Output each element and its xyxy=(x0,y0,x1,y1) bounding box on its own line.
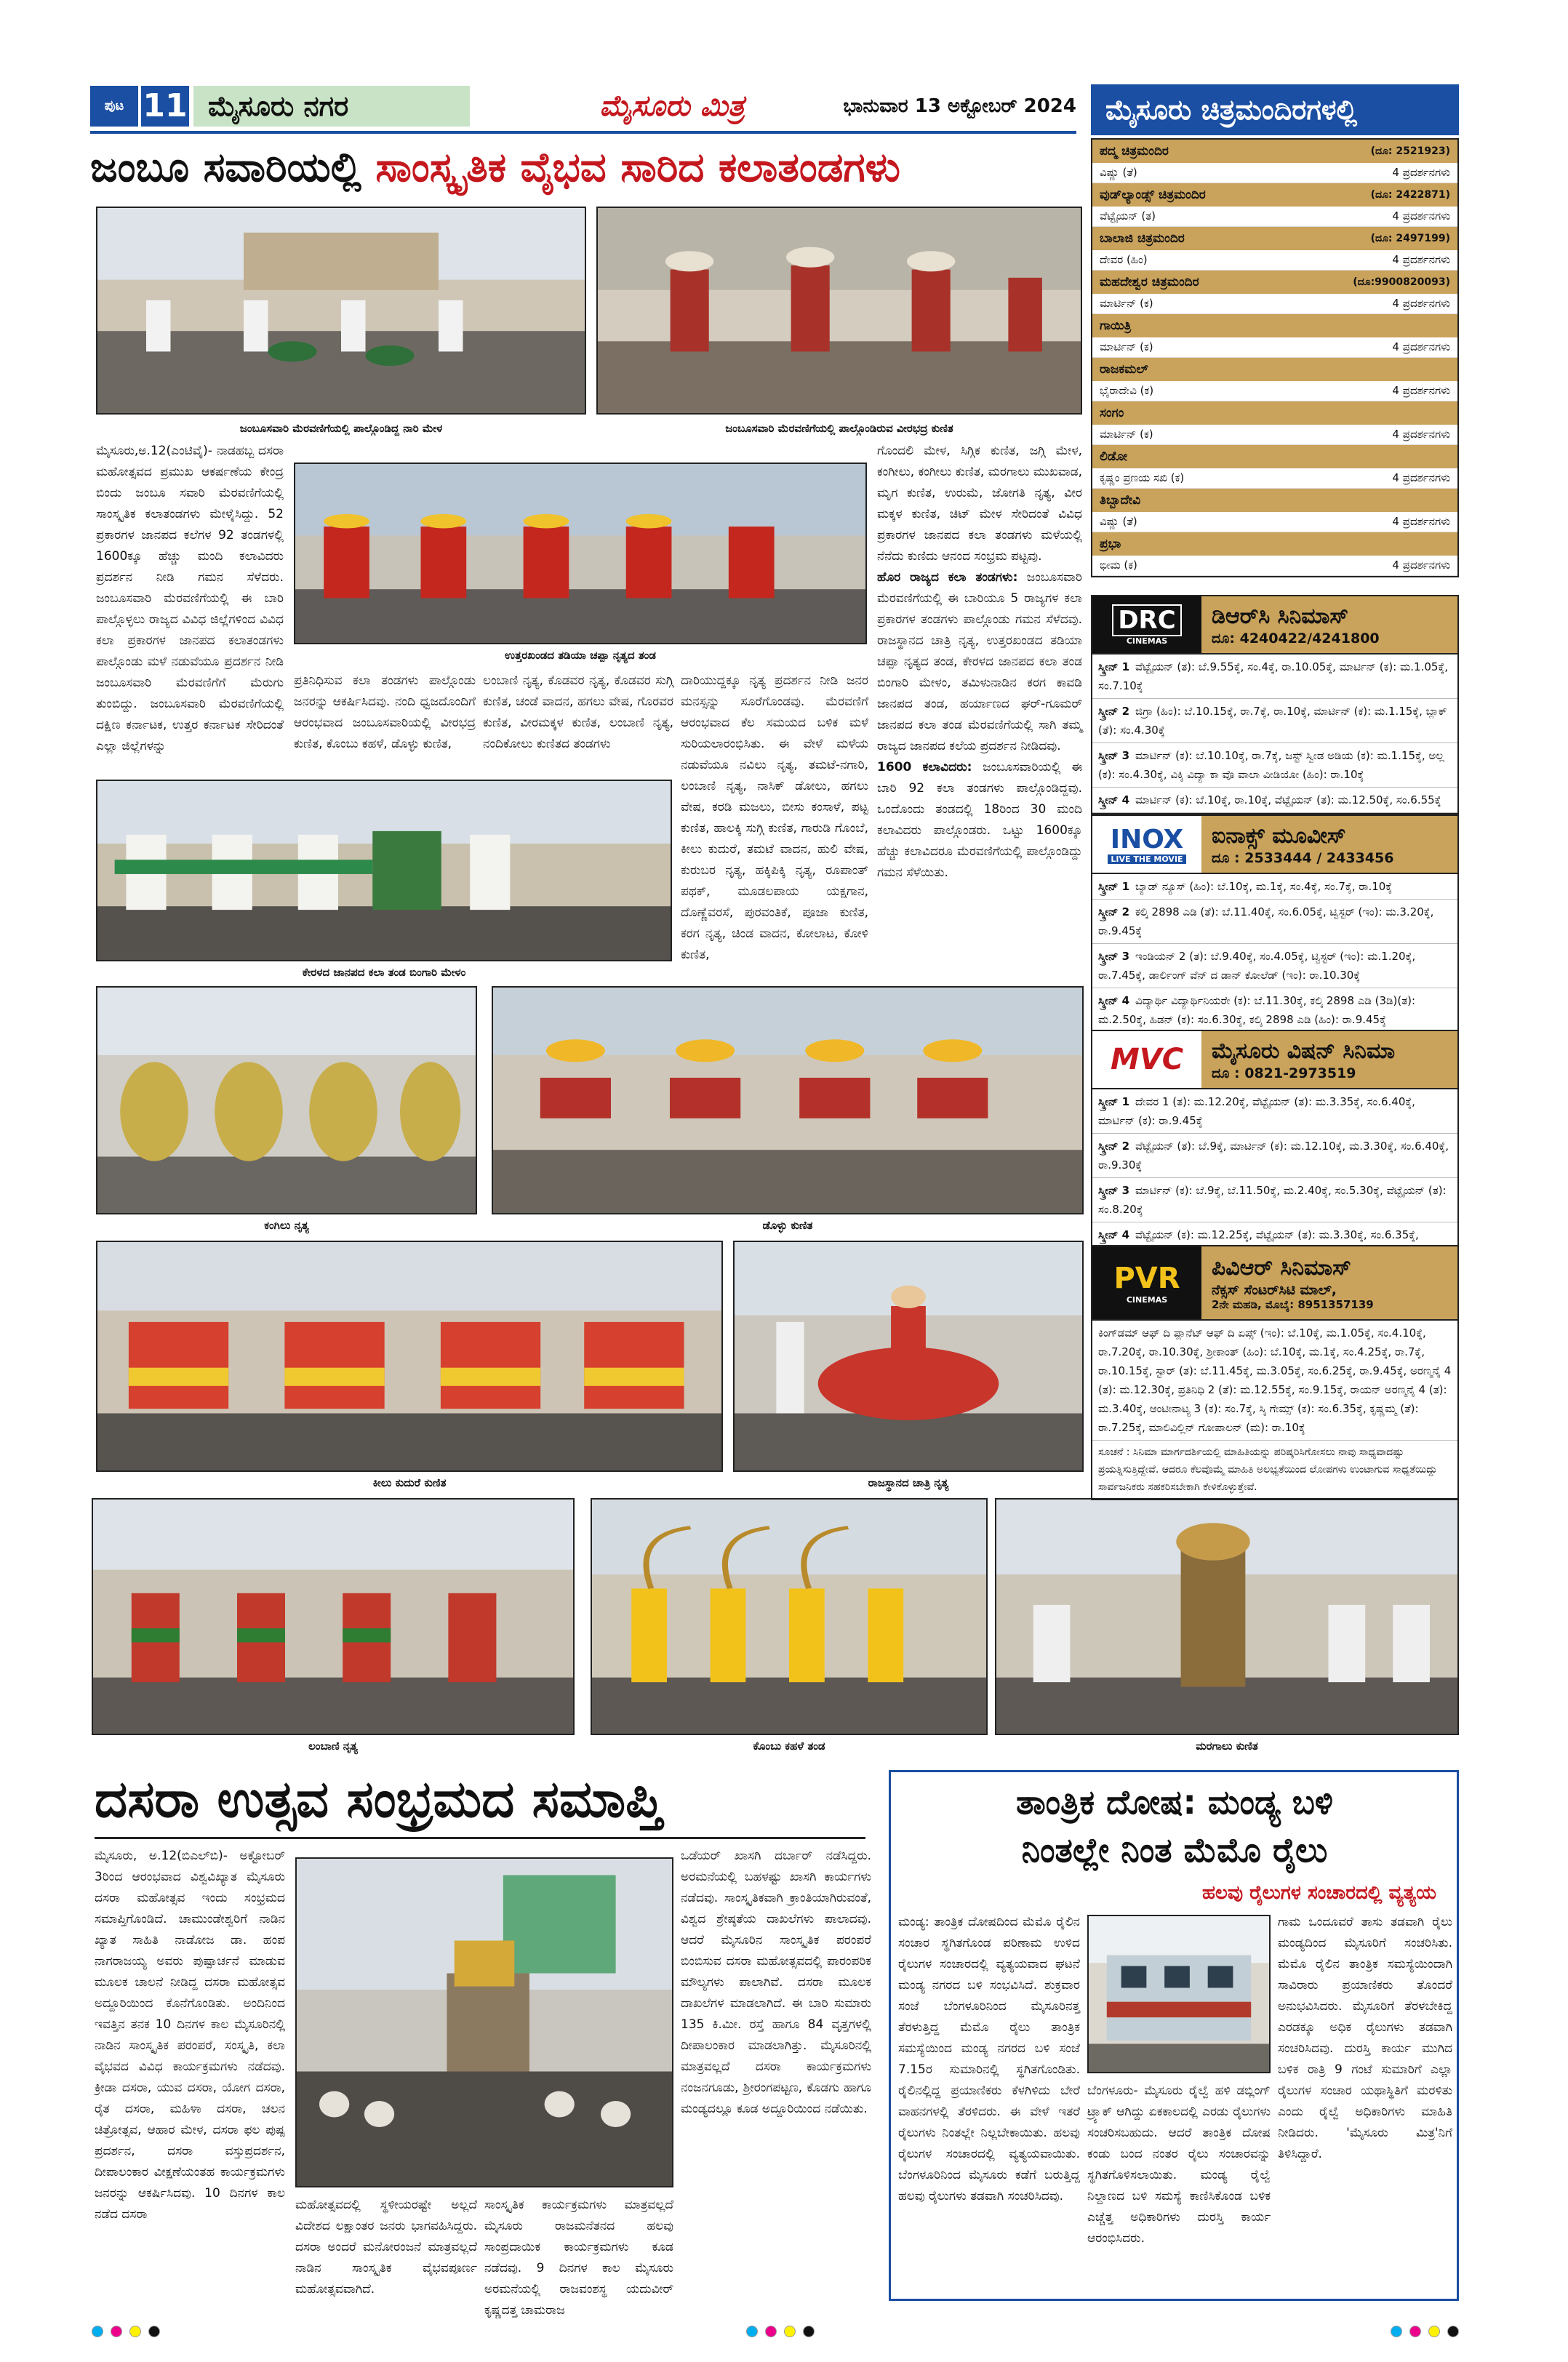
mvc-phone: ದೂ : 0821-2973519 xyxy=(1212,1065,1356,1081)
registration-dot xyxy=(765,2326,777,2337)
screen-listing xyxy=(1092,900,1457,944)
caption-lambani: ಲಂಬಾಣಿ ನೃತ್ಯ xyxy=(308,1740,358,1753)
photo-keelu-kudure xyxy=(96,1241,723,1472)
theater-shows: 4 ಪ್ರದರ್ಶನಗಳು xyxy=(1392,384,1450,397)
main-headline-part2: ಸಾಂಸ್ಕೃತಿಕ ವೈಭವ ಸಾರಿದ ಕಲಾತಂಡಗಳು xyxy=(375,144,900,191)
theater-show-row xyxy=(1092,163,1457,183)
theater-name-row xyxy=(1092,401,1457,425)
drc-logo xyxy=(1092,596,1201,653)
screen-label: ಸ್ಕ್ರೀನ್ 3 xyxy=(1098,950,1130,963)
print-registration-dots-left xyxy=(92,2326,179,2340)
registration-dot xyxy=(784,2326,796,2337)
screen-label: ಸ್ಕ್ರೀನ್ 3 xyxy=(1098,1184,1130,1197)
photo-kombu-kahale xyxy=(591,1498,988,1735)
screen-showtimes: ವಿದ್ಯಾರ್ಥಿ ವಿದ್ಯಾರ್ಥಿನಿಯರೇ (ಕ): ಬೆ.11.30ಕ್ಕೆ, ಕಲ್ಕಿ 2898 ಎಡಿ (3ಡಿ)(ತ): ಮ.2.50ಕ್ಕೆ, ಹಿಡನ್ (ಕ): ಸಂ.6.30ಕ್ಕೆ, ಕಲ್ಕಿ 2898 ಎಡಿ (ಹಿಂ): ರಾ.9.45ಕ್ಕೆ xyxy=(1098,994,1416,1026)
registration-dot xyxy=(746,2326,758,2337)
screen-listing xyxy=(1092,654,1457,699)
main-story-col1-text: ಮೈಸೂರು,ಅ.12(ಎಂಟಿವೈ)- ನಾಡಹಬ್ಬ ದಸರಾ ಮಹೋತ್ಸವದ ಪ್ರಮುಖ ಆಕರ್ಷಣೆಯ ಕೇಂದ್ರ ಬಿಂದು ಜಂಬೂ ಸವಾರಿ ಮೆರವಣಿಗೆಯಲ್ಲಿ ಸಾಂಸ್ಕೃತಿಕ ಕಲಾತಂಡಗಳು ಮೇಳೈಸಿದ್ದು. 52 ಪ್ರಕಾರಗಳ ಜಾನಪದ ಕಲೆಗಳ 92 ತಂಡಗಳಲ್ಲಿ 1600ಕ್ಕೂ ಹೆಚ್ಚು ಮಂದಿ ಕಲಾವಿದರು ಪ್ರದರ್ಶನ ನೀಡಿ ಗಮನ ಸೆಳೆದರು. ಜಂಬೂಸವಾರಿ ಮೆರವಣಿಗೆಯಲ್ಲಿ ಈ ಬಾರಿ ಪಾಲ್ಗೊಳ್ಳಲು ರಾಜ್ಯದ ವಿವಿಧ ಜಿಲ್ಲೆಗಳಿಂದ ವಿವಿಧ ಕಲಾ ಪ್ರಕಾರಗಳ ಜಾನಪದ ಕಲಾತಂಡಗಳು ಪಾಲ್ಗೊಂಡು ಮಳೆ ನಡುವೆಯೂ ಪ್ರದರ್ಶನ ನೀಡಿ ಜಂಬೂಸವಾರಿ ಮೆರವಣಿಗೆಗೆ ಮೆರುಗು ತುಂಬಿದ್ದು. ಜಂಬೂಸವಾರಿ ಮೆರವಣಿಗೆಯಲ್ಲಿ ದಕ್ಷಿಣ ಕರ್ನಾಟಕ, ಉತ್ತರ ಕರ್ನಾಟಕ ಸೇರಿದಂತೆ ಎಲ್ಲಾ ಜಿಲ್ಲೆಗಳನ್ನು xyxy=(96,444,284,753)
screen-showtimes: ವೆಟ್ಟೈಯನ್ (ತ): ಬೆ.9.55ಕ್ಕೆ, ಸಂ.4ಕ್ಕೆ, ರಾ.10.05ಕ್ಕೆ, ಮಾರ್ಟಿನ್ (ಕ): ಮ.1.05ಕ್ಕೆ, ಸಂ.7.10ಕ್ಕೆ xyxy=(1098,660,1448,692)
theater-movie: ಮಾರ್ಟಿನ್ (ಕ) xyxy=(1100,428,1153,441)
screen-label: ಸ್ಕ್ರೀನ್ 1 xyxy=(1098,880,1130,893)
theater-name-row xyxy=(1092,314,1457,337)
paper-logo: ಮೈಸೂರು ಮಿತ್ರ xyxy=(599,89,745,123)
dasara-col4 xyxy=(681,1846,871,2297)
masthead-rule xyxy=(90,131,1076,134)
screen-showtimes: ಇಂಡಿಯನ್ 2 (ತ): ಬೆ.9.40ಕ್ಕೆ, ಸಂ.4.05ಕ್ಕೆ, ಟ್ವಿಸ್ಟರ್ (ಇಂ): ಮ.1.20ಕ್ಕೆ, ರಾ.7.45ಕ್ಕೆ, ಡಾರ್ಲಿಂಗ್ ವೆನ್ ದ ಡಾನ್ ಕೋಲೆಡ್ (ಇಂ): ರಾ.10.30ಕ್ಕೆ xyxy=(1098,950,1416,982)
print-registration-dots-right xyxy=(1391,2326,1478,2340)
theater-phone: (ದೂ: 2497199) xyxy=(1370,233,1450,244)
mvc-logo xyxy=(1092,1031,1201,1088)
rail-col2 xyxy=(1087,2081,1271,2297)
theater-show-row xyxy=(1092,250,1457,271)
dasara-col1 xyxy=(95,1846,285,2297)
registration-dot xyxy=(111,2326,122,2337)
screen-listing xyxy=(1092,944,1457,988)
main-story-col1 xyxy=(96,441,284,753)
theater-show-row xyxy=(1092,425,1457,445)
dasara-headline: ದಸರಾ ಉತ್ಸವ ಸಂಭ್ರಮದ ಸಮಾಪ್ತಿ xyxy=(95,1769,663,1829)
screen-label: ಸ್ಕ್ರೀನ್ 4 xyxy=(1098,1228,1130,1241)
rail-subhead: ಹಲವು ರೈಲುಗಳ ಸಂಚಾರದಲ್ಲಿ ವ್ಯತ್ಯಯ xyxy=(1202,1882,1436,1904)
masthead xyxy=(90,84,1076,128)
theater-show-row xyxy=(1092,512,1457,532)
theaters-header: ಮೈಸೂರು ಚಿತ್ರಮಂದಿರಗಳಲ್ಲಿ xyxy=(1091,84,1459,135)
inox-logo-sub: LIVE THE MOVIE xyxy=(1108,854,1185,864)
theater-show-row xyxy=(1092,337,1457,358)
page-label: ಪುಟ xyxy=(90,86,138,127)
registration-dot xyxy=(1409,2326,1421,2337)
screen-label: ಸ್ಕ್ರೀನ್ 2 xyxy=(1098,905,1130,918)
theater-name-row xyxy=(1092,271,1457,294)
registration-dot xyxy=(129,2326,141,2337)
rail-headline-line2: ನಿಂತಲ್ಲೇ ನಿಂತ ಮೆಮೊ ರೈಲು xyxy=(1021,1830,1328,1870)
pvr-phone: 2ನೇ ಮಹಡಿ, ಮೊಬೈ: 8951357139 xyxy=(1212,1298,1374,1311)
theater-name: ಬಾಲಾಜಿ ಚಿತ್ರಮಂದಿರ xyxy=(1100,231,1185,246)
pvr-cinemas xyxy=(1091,1245,1459,1500)
theater-movie: ಮಾರ್ಟಿನ್ (ಕ) xyxy=(1100,340,1153,353)
subhead-other-states: ಹೊರ ರಾಜ್ಯದ ಕಲಾ ತಂಡಗಳು: xyxy=(877,570,1018,585)
rail-col3-text: ಗಾಮ ಒಂದೂವರೆ ತಾಸು ತಡವಾಗಿ ರೈಲು ಮಂಡ್ಯದಿಂದ ಮೈಸೂರಿಗೆ ಸಂಚರಿಸಿತು. ಮೆಮೊ ರೈಲಿನ ತಾಂತ್ರಿಕ ಸಮಸ್ಯೆಯಿಂದಾಗಿ ಸಾವಿರಾರು ಪ್ರಯಾಣಿಕರು ತೊಂದರೆ ಅನುಭವಿಸಿದರು. ಮೈಸೂರಿಗೆ ತೆರಳಬೇಕಿದ್ದ ಎರಡಕ್ಕೂ ಅಧಿಕ ರೈಲುಗಳು ತಡವಾಗಿ ಸಂಚರಿಸಿದವು. ದುರಸ್ತಿ ಕಾರ್ಯ ಮುಗಿದ ಬಳಿಕ ರಾತ್ರಿ 9 ಗಂಟೆ ಸುಮಾರಿಗೆ ಎಲ್ಲಾ ರೈಲುಗಳ ಸಂಚಾರ ಯಥಾಸ್ಥಿತಿಗೆ ಮರಳಿತು ಎಂದು ರೈಲ್ವೆ ಅಧಿಕಾರಿಗಳು ಮಾಹಿತಿ ನೀಡಿದರು. 'ಮೈಸೂರು ಮಿತ್ರ'ನಿಗೆ ತಿಳಿಸಿದ್ದಾರೆ. xyxy=(1278,1915,1452,2161)
theater-movie: ವೆಟ್ಟೈಯನ್ (ತ) xyxy=(1100,209,1156,223)
theater-movie: ದೇವರ (ಹಿಂ) xyxy=(1100,253,1148,266)
theater-show-row xyxy=(1092,556,1457,576)
theater-list xyxy=(1091,138,1459,577)
theater-phone: (ದೂ: 2521923) xyxy=(1370,145,1450,157)
screen-listing xyxy=(1092,788,1457,813)
theater-name: ಗಾಯಿತ್ರಿ xyxy=(1100,319,1132,333)
theater-name-row xyxy=(1092,227,1457,250)
theater-name: ಪ್ರಭಾ xyxy=(1100,537,1121,551)
theater-movie: ಭೈರಾದೇವಿ (ಕ) xyxy=(1100,384,1154,397)
main-headline xyxy=(90,137,1076,199)
registration-dot xyxy=(1428,2326,1440,2337)
theater-name: ಮಹದೇಶ್ವರ ಚಿತ್ರಮಂದಿರ xyxy=(1100,275,1199,289)
drc-title: ಡಿಆರ್‌ಸಿ ಸಿನಿಮಾಸ್ xyxy=(1212,604,1349,629)
theater-shows: 4 ಪ್ರದರ್ಶನಗಳು xyxy=(1392,515,1450,528)
photo-dollu-kunitha xyxy=(492,986,1084,1214)
drc-logo-sub: CINEMAS xyxy=(1126,636,1168,646)
registration-dot xyxy=(1391,2326,1402,2337)
theater-name-row xyxy=(1092,358,1457,381)
main-story-col5 xyxy=(877,441,1082,979)
main-story-col2 xyxy=(294,670,476,772)
theater-movie: ಭೀಮ (ಕ) xyxy=(1100,559,1137,572)
photo-lambani xyxy=(92,1498,575,1735)
dasara-col3-text: ಸಾಂಸ್ಕೃತಿಕ ಕಾರ್ಯಕ್ರಮಗಳು ಮಾತ್ರವಲ್ಲದೆ ಮೈಸೂರು ರಾಜಮನೆತನದ ಹಲವು ಸಾಂಪ್ರದಾಯಿಕ ಕಾರ್ಯಕ್ರಮಗಳು ಕೂಡ ನಡೆದವು. 9 ದಿನಗಳ ಕಾಲ ಮೈಸೂರು ಅರಮನೆಯಲ್ಲಿ ರಾಜವಂಶಸ್ಥ ಯದುವೀರ್ ಕೃಷ್ಣದತ್ತ ಚಾಮರಾಜ xyxy=(484,2198,673,2318)
caption-kombu-kahale: ಕೊಂಬು ಕಹಳೆ ತಂಡ xyxy=(753,1740,825,1753)
caption-tadiya-chappa: ಉತ್ತರಖಂಡದ ತಡಿಯಾ ಚಪ್ಪಾ ನೃತ್ಯದ ತಂಡ xyxy=(505,649,656,662)
theater-name-row xyxy=(1092,489,1457,512)
photo-tadiya-chappa xyxy=(294,463,867,644)
screen-label: ಸ್ಕ್ರೀನ್ 3 xyxy=(1098,749,1130,762)
caption-bingari-melam: ಕೇರಳದ ಜಾನಪದ ಕಲಾ ತಂಡ ಬಿಂಗಾರಿ ಮೇಳಂ xyxy=(302,966,466,979)
theater-movie: ವಿಷ್ಣು (ತೆ) xyxy=(1100,166,1137,179)
drc-cinemas xyxy=(1091,595,1459,814)
screen-showtimes: ಬ್ಯಾಡ್ ನ್ಯೂಸ್ (ಹಿಂ): ಬೆ.10ಕ್ಕೆ, ಮ.1ಕ್ಕೆ, ಸಂ.4ಕ್ಕೆ, ಸಂ.7ಕ್ಕೆ, ರಾ.10ಕ್ಕೆ xyxy=(1135,880,1393,893)
pvr-schedule: ಕಿಂಗ್‌ಡಮ್ ಆಫ್ ದಿ ಪ್ಲಾನೆಟ್ ಆಫ್ ದಿ ಏಪ್ಸ್ (ಇಂ): ಬೆ.10ಕ್ಕೆ, ಮ.1.05ಕ್ಕೆ, ಸಂ.4.10ಕ್ಕೆ, ರಾ.7.20ಕ್ಕೆ, ರಾ.10.30ಕ್ಕೆ, ಶ್ರೀಕಾಂತ್ (ಹಿಂ): ಬೆ.10ಕ್ಕೆ, ಮ.1ಕ್ಕೆ, ಸಂ.4.25ಕ್ಕೆ, ರಾ.7ಕ್ಕೆ, ರಾ.10.15ಕ್ಕೆ, ಸ್ಟಾರ್ (ತ): ಬೆ.11.45ಕ್ಕೆ, ಮ.3.05ಕ್ಕೆ, ಸಂ.6.25ಕ್ಕೆ, ರಾ.9.45ಕ್ಕೆ, ಅರಣ್ಮನೈ 4 (ತ): ಮ.12.30ಕ್ಕೆ, ಪ್ರತಿನಿಧಿ 2 (ತೆ): ಮ.12.55ಕ್ಕೆ, ಸಂ.9.15ಕ್ಕೆ, ರಾಯನ್ ಅರಣ್ಮನೈ 4 (ತ): ಮ.3.40ಕ್ಕೆ, ಆಂಟೀನಾಟ್ಯ 3 (ಕ): ಸಂ.7ಕ್ಕೆ, ಸ್ಕಿ ಗೇಮ್ಸ್ (ಕ): ಸಂ.6.35ಕ್ಕೆ, ಕೃಷ್ಣಮ್ಮ (ತೆ): ರಾ.7.25ಕ್ಕೆ, ಮಾಲಿವಿಲ್ಲಿನ್ ಗೋಪಾಲನ್ (ಮ): ರಾ.10ಕ್ಕೆ xyxy=(1092,1321,1457,1441)
dasara-col3 xyxy=(484,2195,673,2318)
theater-show-row xyxy=(1092,381,1457,401)
photo-bingari-melam xyxy=(96,780,672,961)
theater-name: ರಾಜಕಮಲ್ xyxy=(1100,362,1148,377)
screen-showtimes: ಮಾರ್ಟಿನ್ (ಕ): ಬೆ.9ಕ್ಕೆ, ಬೆ.11.50ಕ್ಕೆ, ಮ.2.40ಕ್ಕೆ, ಸಂ.5.30ಕ್ಕೆ, ವೆಟ್ಟೈಯನ್ (ತ): ಸಂ.8.20ಕ್ಕೆ xyxy=(1098,1184,1447,1216)
rail-story-box xyxy=(889,1770,1459,2301)
main-story-col5c-text: ಜಂಬೂಸವಾರಿಯಲ್ಲಿ ಈ ಬಾರಿ 92 ಕಲಾ ತಂಡಗಳು ಪಾಲ್ಗೊಂಡಿದ್ದವು. ಒಂದೊಂದು ತಂಡದಲ್ಲಿ 18ರಿಂದ 30 ಮಂದಿ ಕಲಾವಿದರು ಪಾಲ್ಗೊಂಡರು. ಒಟ್ಟು 1600ಕ್ಕೂ ಹೆಚ್ಚು ಕಲಾವಿದರೂ ಮೆರವಣಿಗೆಯಲ್ಲಿ ಪಾಲ್ಗೊಂಡಿದ್ದು ಗಮನ ಸೆಳೆಯಿತು. xyxy=(877,760,1083,880)
inox-logo xyxy=(1092,816,1201,873)
theater-name: ವುಡ್‌ಲ್ಯಾಂಡ್ಸ್ ಚಿತ್ರಮಂದಿರ xyxy=(1100,188,1206,202)
screen-label: ಸ್ಕ್ರೀನ್ 2 xyxy=(1098,1140,1130,1153)
main-story-col2-text: ಪ್ರತಿನಿಧಿಸುವ ಕಲಾ ತಂಡಗಳು ಪಾಲ್ಗೊಂಡು ಜನರನ್ನು ಆಕರ್ಷಿಸಿದವು. ನಂದಿ ಧ್ವಜದೊಂದಿಗೆ ಆರಂಭವಾದ ಜಂಬೂಸವಾರಿಯಲ್ಲಿ ವೀರಭದ್ರ ಕುಣಿತ, ಕೊಂಬು ಕಹಳೆ, ಡೊಳ್ಳು ಕುಣಿತ, xyxy=(294,673,476,751)
pvr-logo-sub: CINEMAS xyxy=(1126,1294,1168,1305)
screen-showtimes: ಮಾರ್ಟಿನ್ (ಕ): ಬೆ.10ಕ್ಕೆ, ರಾ.10ಕ್ಕೆ, ವೆಟ್ಟೈಯನ್ (ತ): ಮ.12.50ಕ್ಕೆ, ಸಂ.6.55ಕ್ಕೆ xyxy=(1135,793,1441,806)
section-title: ಮೈಸೂರು ನಗರ xyxy=(193,86,470,127)
theater-shows: 4 ಪ್ರದರ್ಶನಗಳು xyxy=(1392,559,1450,572)
theater-show-row xyxy=(1092,207,1457,227)
screen-listing xyxy=(1092,874,1457,900)
theater-shows: 4 ಪ್ರದರ್ಶನಗಳು xyxy=(1392,428,1450,441)
photo-jamboo-savari xyxy=(295,1857,673,2187)
theater-name-row xyxy=(1092,532,1457,556)
theater-name-row xyxy=(1092,445,1457,468)
inox-phone: ದೂ : 2533444 / 2433456 xyxy=(1212,850,1394,866)
page-number: 11 xyxy=(141,86,189,127)
theater-shows: 4 ಪ್ರದರ್ಶನಗಳು xyxy=(1392,340,1450,353)
screen-listing xyxy=(1092,1089,1457,1134)
registration-dot xyxy=(148,2326,160,2337)
main-story-col5b-text: ಜಂಬೂಸವಾರಿ ಮೆರವಣಿಗೆಯಲ್ಲಿ ಈ ಬಾರಿಯೂ 5 ರಾಜ್ಯಗಳ ಕಲಾ ಪ್ರಕಾರಗಳ ತಂಡಗಳು ಪಾಲ್ಗೊಂಡು ಗಮನ ಸೆಳೆದವು. ರಾಜಸ್ಥಾನದ ಚಾತ್ರಿ ನೃತ್ಯ, ಉತ್ತರಖಂಡದ ತಡಿಯಾ ಚಪ್ಪಾ ನೃತ್ಯದ ತಂಡ, ಕೇರಳದ ಜಾನಪದ ಕಲಾ ತಂಡ ಬಿಂಗಾರಿ ಮೇಳಂ, ತಮಿಳುನಾಡಿನ ಕರಗ ಕಾವಡಿ ಜಾನಪದ ತಂಡ, ಹರ್ಯಾಣದ ಘರ್-ಗೂಮರ್ ಜಾನಪದ ಕಲಾ ತಂಡ ಮೆರವಣಿಗೆಯಲ್ಲಿ ಸಾಗಿ ತಮ್ಮ ರಾಜ್ಯದ ಜಾನಪದ ಕಲೆಯ ಪ್ರದರ್ಶನ ನೀಡಿದವು. xyxy=(877,570,1082,753)
theater-shows: 4 ಪ್ರದರ್ಶನಗಳು xyxy=(1392,253,1450,266)
screen-label: ಸ್ಕ್ರೀನ್ 1 xyxy=(1098,660,1130,673)
caption-veerabhadra: ಜಂಬೂಸವಾರಿ ಮೆರವಣಿಗೆಯಲ್ಲಿ ಪಾಲ್ಗೊಂಡಿರುವ ವೀರಭದ್ರ ಕುಣಿತ xyxy=(725,422,953,435)
subhead-1600-artists: 1600 ಕಲಾವಿದರು: xyxy=(877,760,972,774)
theater-show-row xyxy=(1092,468,1457,489)
dasara-rule xyxy=(95,1837,865,1839)
screen-showtimes: ವೆಟ್ಟೈಯನ್ (ತ): ಬೆ.9ಕ್ಕೆ, ಮಾರ್ಟಿನ್ (ಕ): ಮ.12.10ಕ್ಕೆ, ಮ.3.30ಕ್ಕೆ, ಸಂ.6.40ಕ್ಕೆ, ರಾ.9.30ಕ್ಕೆ xyxy=(1098,1140,1449,1172)
theater-phone: (ದೂ:9900820093) xyxy=(1353,276,1450,288)
theater-show-row xyxy=(1092,294,1457,314)
inox-logo-text: INOX xyxy=(1110,825,1184,854)
photo-memu-train xyxy=(1087,1915,1271,2073)
theater-name-row xyxy=(1092,183,1457,207)
theater-name: ತಿಬ್ಬಾದೇವಿ xyxy=(1100,493,1141,508)
caption-nari-mela: ಜಂಬೂಸವಾರಿ ಮೆರವಣಿಗೆಯಲ್ಲಿ ಪಾಲ್ಗೊಂಡಿದ್ದ ನಾರಿ ಮೇಳ xyxy=(239,422,443,435)
registration-dot xyxy=(1447,2326,1459,2337)
theater-movie: ಕೃಷ್ಣಂ ಪ್ರಣಯ ಸಖಿ (ಕ) xyxy=(1100,471,1185,484)
screen-label: ಸ್ಕ್ರೀನ್ 1 xyxy=(1098,1095,1130,1108)
theater-name: ಸಂಗಂ xyxy=(1100,406,1124,420)
screen-showtimes: ಮಾರ್ಟಿನ್ (ಕ): ಬೆ.10.10ಕ್ಕೆ, ರಾ.7ಕ್ಕೆ, ಜಸ್ಟ್ ಸ್ವೀಡ ಅಡಿಯ (ಕ): ಮ.1.15ಕ್ಕೆ, ಅಲ್ಲ (ಕ): ಸಂ.4.30ಕ್ಕೆ, ವಿಕ್ಕಿ ವಿದ್ಯಾ ಕಾ ವೊ ವಾಲಾ ವೀಡಿಯೋ (ಹಿಂ): ರಾ.10ಕ್ಕೆ xyxy=(1098,749,1444,781)
screen-showtimes: ಕಲ್ಕಿ 2898 ಎಡಿ (ತೆ): ಬೆ.11.40ಕ್ಕೆ, ಸಂ.6.05ಕ್ಕೆ, ಟ್ವಿಸ್ಟರ್ (ಇಂ): ಮ.3.20ಕ್ಕೆ, ರಾ.9.45ಕ್ಕೆ xyxy=(1098,905,1434,937)
drc-phone: ದೂ: 4240422/4241800 xyxy=(1212,630,1380,646)
screen-showtimes: ವೆಟ್ಟೈಯನ್ (ಕ): ಮ.12.25ಕ್ಕೆ, ವೆಟ್ಟೈಯನ್ (ತ): ಮ.3.30ಕ್ಕೆ, ಸಂ.6.35ಕ್ಕೆ, xyxy=(1135,1228,1419,1241)
main-story-col3-text: ಲಂಬಾಣಿ ನೃತ್ಯ, ಕೊಡವರ ನೃತ್ಯ, ಕೊಡವರ ಸುಗ್ಗಿ ಕುಣಿತ, ಚಂಡೆ ವಾದನ, ಹಗಲು ವೇಷ, ಗೊರವರ ಕುಣಿತ, ವೀರಮಕ್ಕಳ ಕುಣಿತ, ಲಂಬಾಣಿ ನೃತ್ಯ, ನಂದಿಕೋಲು ಕುಣಿತದ ತಂಡಗಳು xyxy=(483,673,673,751)
theater-name: ಪದ್ಮ ಚಿತ್ರಮಂದಿರ xyxy=(1100,144,1169,159)
theater-shows: 4 ಪ್ರದರ್ಶನಗಳು xyxy=(1392,166,1450,179)
caption-dollu-kunitha: ಡೊಳ್ಳು ಕುಣಿತ xyxy=(762,1219,813,1232)
photo-maragalu xyxy=(995,1498,1459,1735)
caption-keelu-kudure: ಕೀಲು ಕುದುರೆ ಕುಣಿತ xyxy=(372,1476,447,1489)
theater-name-row xyxy=(1092,140,1457,163)
pvr-logo xyxy=(1092,1246,1201,1319)
print-registration-dots-center xyxy=(746,2326,833,2340)
screen-showtimes: ದೇವರ 1 (ತ): ಮ.12.20ಕ್ಕೆ, ವೆಟ್ಟೈಯನ್ (ತ): ಮ.3.35ಕ್ಕೆ, ಸಂ.6.40ಕ್ಕೆ, ಮಾರ್ಟಿನ್ (ಕ): ರಾ.9.45ಕ್ಕೆ xyxy=(1098,1095,1415,1127)
screen-listing xyxy=(1092,743,1457,788)
main-story-col3 xyxy=(483,670,673,772)
screen-label: ಸ್ಕ್ರೀನ್ 2 xyxy=(1098,705,1130,718)
screen-showtimes: ಜಿಗ್ರಾ (ಹಿಂ): ಬೆ.10.15ಕ್ಕೆ, ರಾ.7ಕ್ಕೆ, ರಾ.10ಕ್ಕೆ, ಮಾರ್ಟಿನ್ (ಕ): ಮ.1.15ಕ್ಕೆ, ಬ್ಲಾಕ್ (ತೆ): ಸಂ.4.30ಕ್ಕೆ xyxy=(1098,705,1447,737)
screen-listing xyxy=(1092,988,1457,1033)
main-headline-part1: ಜಂಬೂ ಸವಾರಿಯಲ್ಲಿ xyxy=(90,144,376,191)
main-story-col4-text: ದಾರಿಯುದ್ದಕ್ಕೂ ನೃತ್ಯ ಪ್ರದರ್ಶನ ನೀಡಿ ಜನರ ಮನಸ್ಸನ್ನು ಸೂರೆಗೊಂಡವು. ಮೆರವಣಿಗೆ ಆರಂಭವಾದ ಕೆಲ ಸಮಯದ ಬಳಿಕ ಮಳೆ ಸುರಿಯಲಾರಂಭಿಸಿತು. ಈ ವೇಳೆ ಮಳೆಯ ನಡುವೆಯೂ ನವಿಲು ನೃತ್ಯ, ತಮಟೆ-ನಗಾರಿ, ಲಂಬಾಣಿ ನೃತ್ಯ, ನಾಸಿಕ್ ಡೋಲು, ಹಗಲು ವೇಷ, ಕರಡಿ ಮಜಲು, ಬೀಸು ಕಂಸಾಳೆ, ಪಟ್ಟ ಕುಣಿತ, ಹಾಲಕ್ಕಿ ಸುಗ್ಗಿ ಕುಣಿತ, ಗಾರುಡಿ ಗೊಂಬೆ, ಕೀಲು ಕುದುರೆ, ತಮಟೆ ವಾದನ, ಹುಲಿ ವೇಷ, ಕುರುಬರ ನೃತ್ಯ, ಹಕ್ಕಿಪಿಕ್ಕಿ ನೃತ್ಯ, ರೂಪಾಂತ್ ಪಥಕ್, ಮೂಡಲಪಾಯ ಯಕ್ಷಗಾನ, ದೊಣ್ಣೆವರಸೆ, ಪುರವಂತಿಕೆ, ಪೂಜಾ ಕುಣಿತ, ಕರಗ ನೃತ್ಯ, ಚಿಂಡ ವಾದನ, ಕೋಲಾಟ, ಕೋಳಿ ಕುಣಿತ, xyxy=(681,673,868,962)
registration-dot xyxy=(92,2326,103,2337)
pvr-title: ಪಿವಿಆರ್ ಸಿನಿಮಾಸ್ xyxy=(1212,1255,1351,1281)
pvr-note: ಸೂಚನೆ : ಸಿನಿಮಾ ಮಾರ್ಗದರ್ಶಿಯಲ್ಲಿ ಮಾಹಿತಿಯನ್ನು ಪರಿಷ್ಕರಿಸಿಗೋಸಲು ನಾವು ಸಾಧ್ಯವಾದಷ್ಟು ಪ್ರಯತ್ನಿಸುತ್ತಿದ್ದೇವೆ. ಆದರೂ ಕೆಲವೊಮ್ಮೆ ಮಾಹಿತಿ ಅಲಭ್ಯತೆಯಿಂದ ಲೋಪಗಳು ಉಂಟಾಗುವ ಸಾಧ್ಯತೆಯಿದ್ದು ಸಾರ್ವಜನಿಕರು ಸಹಕರಿಸಬೇಕಾಗಿ ಕೇಳಿಕೊಳ್ಳುತ್ತೇವೆ. xyxy=(1098,1446,1437,1493)
caption-chatri-nritya: ರಾಜಸ್ಥಾನದ ಚಾತ್ರಿ ನೃತ್ಯ xyxy=(868,1476,949,1489)
mvc-title: ಮೈಸೂರು ವಿಷನ್ ಸಿನಿಮಾ xyxy=(1212,1038,1396,1064)
screen-listing xyxy=(1092,699,1457,743)
theater-shows: 4 ಪ್ರದರ್ಶನಗಳು xyxy=(1392,297,1450,310)
rail-col3 xyxy=(1278,1912,1452,2297)
rail-col2-text: ಬೆಂಗಳೂರು- ಮೈಸೂರು ರೈಲ್ವೆ ಹಳಿ ಡಬ್ಲಿಂಗ್ ಟ್ರ್ಯಾಕ್ ಆಗಿದ್ದು ಏಕಕಾಲದಲ್ಲಿ ಎರಡು ರೈಲುಗಳು ಸಂಚರಿಸಬಹುದು. ಆದರೆ ತಾಂತ್ರಿಕ ದೋಷ ಕಂಡು ಬಂದ ನಂತರ ರೈಲು ಸಂಚಾರವನ್ನು ಸ್ಥಗಿತಗೊಳಿಸಲಾಯಿತು. ಮಂಡ್ಯ ರೈಲ್ವೆ ನಿಲ್ದಾಣದ ಬಳಿ ಸಮಸ್ಯೆ ಕಾಣಿಸಿಕೊಂಡ ಬಳಿಕ ಎಚ್ಚೆತ್ತ ಅಧಿಕಾರಿಗಳು ದುರಸ್ತಿ ಕಾರ್ಯ ಆರಂಭಿಸಿದರು. xyxy=(1087,2083,1271,2246)
theater-movie: ಮಾರ್ಟಿನ್ (ಕ) xyxy=(1100,297,1153,310)
rail-headline-line1: ತಾಂತ್ರಿಕ ದೋಷ: ಮಂಡ್ಯ ಬಳಿ xyxy=(1016,1782,1333,1822)
dasara-col1-text: ಮೈಸೂರು, ಅ.12(ಬಿಎಲ್‌ಬಿ)- ಅಕ್ಟೋಬರ್ 3ರಿಂದ ಆರಂಭವಾದ ವಿಶ್ವವಿಖ್ಯಾತ ಮೈಸೂರು ದಸರಾ ಮಹೋತ್ಸವ ಇಂದು ಸಂಭ್ರಮದ ಸಮಾಪ್ತಿಗೊಂಡಿದೆ. ಚಾಮುಂಡೇಶ್ವರಿಗೆ ನಾಡಿನ ಖ್ಯಾತ ಸಾಹಿತಿ ನಾಡೋಜ ಡಾ. ಹಂಪ ನಾಗರಾಜಯ್ಯ ಅವರು ಪುಷ್ಪಾರ್ಚನೆ ಮಾಡುವ ಮೂಲಕ ಚಾಲನೆ ನೀಡಿದ್ದ ದಸರಾ ಮಹೋತ್ಸವ ಅದ್ದೂರಿಯಿಂದ ಕೊನೆಗೊಂಡಿತು. ಅಂದಿನಿಂದ ಇವತ್ತಿನ ತನಕ 10 ದಿನಗಳ ಕಾಲ ಮೈಸೂರಿನಲ್ಲಿ ನಾಡಿನ ಸಾಂಸ್ಕೃತಿಕ ಪರಂಪರೆ, ಸಂಸ್ಕೃತಿ, ಕಲಾ ವೈಭವದ ವಿವಿಧ ಕಾರ್ಯಕ್ರಮಗಳು ನಡೆದವು. ಕ್ರೀಡಾ ದಸರಾ, ಯುವ ದಸರಾ, ಯೋಗ ದಸರಾ, ರೈತ ದಸರಾ, ಮಹಿಳಾ ದಸರಾ, ಚಲನ ಚಿತ್ರೋತ್ಸವ, ಆಹಾರ ಮೇಳ, ದಸರಾ ಫಲ ಪುಷ್ಪ ಪ್ರದರ್ಶನ, ದಸರಾ ವಸ್ತುಪ್ರದರ್ಶನ, ದೀಪಾಲಂಕಾರ ವೀಕ್ಷಣೆಯಂತಹ ಕಾರ್ಯಕ್ರಮಗಳು ಜನರನ್ನು ಆಕರ್ಷಿಸಿದವು. 10 ದಿನಗಳ ಕಾಲ ನಡೆದ ದಸರಾ xyxy=(95,1849,285,2222)
pvr-logo-text: PVR xyxy=(1113,1261,1180,1295)
theater-shows: 4 ಪ್ರದರ್ಶನಗಳು xyxy=(1392,209,1450,223)
issue-date: ಭಾನುವಾರ 13 ಅಕ್ಟೋಬರ್ 2024 xyxy=(843,95,1076,117)
screen-listing xyxy=(1092,1178,1457,1222)
rail-col1 xyxy=(898,1912,1080,2297)
photo-chatri-nritya xyxy=(733,1241,1084,1472)
screen-label: ಸ್ಕ್ರೀನ್ 4 xyxy=(1098,994,1130,1007)
caption-maragalu: ಮರಗಾಲು ಕುಣಿತ xyxy=(1196,1740,1258,1753)
photo-kangilu xyxy=(96,986,477,1214)
registration-dot xyxy=(803,2326,815,2337)
theater-shows: 4 ಪ್ರದರ್ಶನಗಳು xyxy=(1392,471,1450,484)
theater-name: ಲಿಡೋ xyxy=(1100,449,1128,464)
mysore-vision-cinema xyxy=(1091,1030,1459,1268)
main-story-col5-text: ಗೊಂದಲಿ ಮೇಳ, ಸಿಗ್ಗಿಕ ಕುಣಿತ, ಜಗ್ಗಿ ಮೇಳ, ಕಂಗೀಲು, ಕಂಗೀಲು ಕುಣಿತ, ಮರಗಾಲು ಮುಖವಾಡ, ಮೃಗ ಕುಣಿತ, ಉರುಮೆ, ಜೋಗತಿ ನೃತ್ಯ, ವೀರ ಮಕ್ಕಳ ಕುಣಿತ, ಚಿಟ್ ಮೇಳ ಸೇರಿದಂತೆ ವಿವಿಧ ಪ್ರಕಾರಗಳ ಜಾನಪದ ಕಲಾ ತಂಡಗಳು ಮಳೆಯಲ್ಲಿ ನೆನೆದು ಕುಣಿದು ಆನಂದ ಸಂಭ್ರಮ ಪಟ್ಟವು. xyxy=(877,444,1082,564)
dasara-col2-text: ಮಹೋತ್ಸವದಲ್ಲಿ ಸ್ಥಳೀಯರಷ್ಟೇ ಅಲ್ಲದೆ ವಿದೇಶದ ಲಕ್ಷಾಂತರ ಜನರು ಭಾಗವಹಿಸಿದ್ದರು. ದಸರಾ ಅಂದರೆ ಮನೋರಂಜನೆ ಮಾತ್ರವಲ್ಲದೆ ನಾಡಿನ ಸಾಂಸ್ಕೃತಿಕ ವೈಭವಪೂರ್ಣ ಮಹೋತ್ಸವವಾಗಿದೆ. xyxy=(295,2198,477,2297)
caption-kangilu: ಕಂಗಿಲು ನೃತ್ಯ xyxy=(264,1219,309,1232)
rail-col1-text: ಮಂಡ್ಯ: ತಾಂತ್ರಿಕ ದೋಷದಿಂದ ಮೆಮೊ ರೈಲಿನ ಸಂಚಾರ ಸ್ಥಗಿತಗೊಂಡ ಪರಿಣಾಮ ಉಳಿದ ರೈಲುಗಳ ಸಂಚಾರದಲ್ಲಿ ವ್ಯತ್ಯಯವಾದ ಘಟನೆ ಮಂಡ್ಯ ನಗರದ ಬಳಿ ಸಂಭವಿಸಿದೆ. ಶುಕ್ರವಾರ ಸಂಜೆ ಬೆಂಗಳೂರಿನಿಂದ ಮೈಸೂರಿನತ್ತ ತೆರಳುತ್ತಿದ್ದ ಮೆಮೊ ರೈಲು ತಾಂತ್ರಿಕ ಸಮಸ್ಯೆಯಿಂದ ಮಂಡ್ಯ ನಗರದ ಬಳಿ ಸಂಜೆ 7.15ರ ಸುಮಾರಿನಲ್ಲಿ ಸ್ಥಗಿತಗೊಂಡಿತು. ರೈಲಿನಲ್ಲಿದ್ದ ಪ್ರಯಾಣಿಕರು ಕೆಳಗಿಳಿದು ಬೇರೆ ವಾಹನಗಳಲ್ಲಿ ತೆರಳಿದರು. ಈ ವೇಳೆ ಇತರೆ ರೈಲುಗಳು ನಿಂತಲ್ಲೇ ನಿಲ್ಲಬೇಕಾಯಿತು. ಹಲವು ರೈಲುಗಳ ಸಂಚಾರದಲ್ಲಿ ವ್ಯತ್ಯಯವಾಯಿತು. ಬೆಂಗಳೂರಿನಿಂದ ಮೈಸೂರು ಕಡೆಗೆ ಬರುತ್ತಿದ್ದ ಹಲವು ರೈಲುಗಳು ತಡವಾಗಿ ಸಂಚರಿಸಿದವು. xyxy=(898,1915,1080,2203)
photo-veerabhadra xyxy=(596,207,1082,415)
photo-nari-mela xyxy=(96,207,586,415)
pvr-subtitle: ನೆಕ್ಸಸ್ ಸೆಂಟರ್‌ಸಿಟಿ ಮಾಲ್, xyxy=(1212,1282,1337,1298)
inox-title: ಐನಾಕ್ಸ್ ಮೂವೀಸ್ xyxy=(1212,823,1346,849)
drc-logo-text: DRC xyxy=(1112,604,1181,636)
mvc-logo-text: MVC xyxy=(1110,1043,1184,1076)
dasara-col2 xyxy=(295,2195,477,2297)
dasara-col4-text: ಒಡೆಯರ್ ಖಾಸಗಿ ದರ್ಬಾರ್ ನಡೆಸಿದ್ದರು. ಅರಮನೆಯಲ್ಲಿ ಬಹಳಷ್ಟು ಖಾಸಗಿ ಕಾರ್ಯಗಳು ನಡೆದವು. ಸಾಂಸ್ಕೃತಿಕವಾಗಿ ಕ್ರಾಂತಿಯಾಗಿರುವಂತೆ, ವಿಶ್ವದ ಶ್ರೇಷ್ಠತೆಯ ದಾಖಲೆಗಳು ಪಾಲಾದವು. ಆದರೆ ಮೈಸೂರಿನ ಸಾಂಸ್ಕೃತಿಕ ಪರಂಪರೆ ಬಿಂಬಿಸುವ ದಸರಾ ಮಹೋತ್ಸವದಲ್ಲಿ ಪಾರಂಪರಿಕ ಮೌಲ್ಯಗಳು ಪಾಲಾಗಿವೆ. ದಸರಾ ಮೂಲಕ ದಾಖಲೆಗಳ ಮಾಡಲಾಗಿದೆ. ಈ ಬಾರಿ ಸುಮಾರು 135 ಕಿ.ಮೀ. ರಸ್ತೆ ಹಾಗೂ 84 ವೃತ್ತಗಳಲ್ಲಿ ದೀಪಾಲಂಕಾರ ಮಾಡಲಾಗಿತ್ತು. ಮೈಸೂರಿನಲ್ಲಿ ಮಾತ್ರವಲ್ಲದೆ ದಸರಾ ಕಾರ್ಯಕ್ರಮಗಳು ನಂಜನಗೂಡು, ಶ್ರೀರಂಗಪಟ್ಟಣ, ಕೊಡಗು ಹಾಗೂ ಮಂಡ್ಯದಲ್ಲೂ ಕೂಡ ಅದ್ದೂರಿಯಿಂದ ನಡೆಯಿತು. xyxy=(681,1849,871,2116)
main-story-col4 xyxy=(681,670,868,980)
theater-phone: (ದೂ: 2422871) xyxy=(1370,189,1450,201)
inox-movies xyxy=(1091,814,1459,1034)
screen-listing xyxy=(1092,1134,1457,1178)
screen-label: ಸ್ಕ್ರೀನ್ 4 xyxy=(1098,793,1130,806)
theater-movie: ವಿಷ್ಣು (ತೆ) xyxy=(1100,515,1137,528)
